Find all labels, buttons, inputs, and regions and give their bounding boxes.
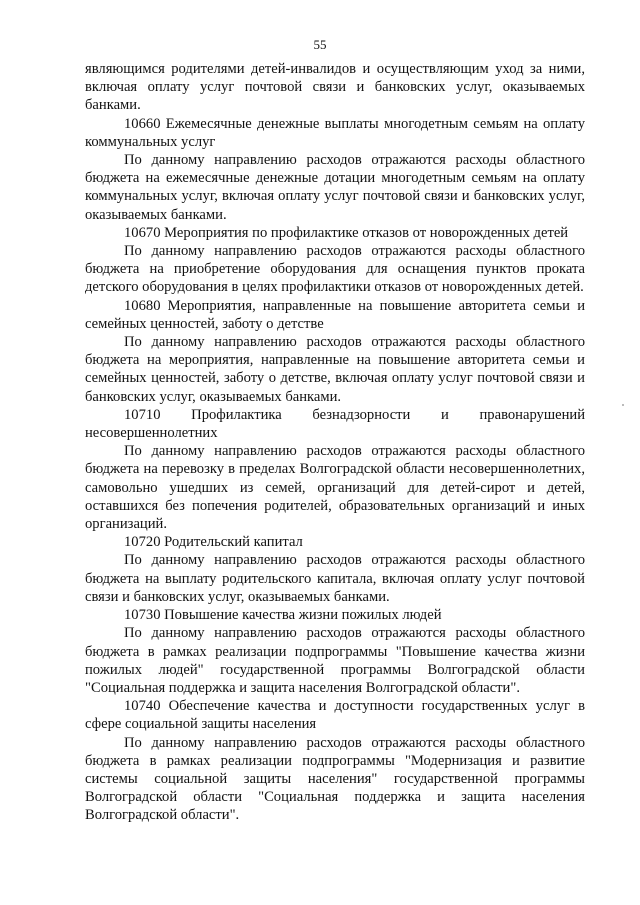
section-body-10740: По данному направлению расходов отражаются расходы областного бюджета в рамках реализации подпрограммы "Модернизация и развитие системы социальной защиты населения" государственной программы Волгоградской области "Социальная поддержка и защита населения Волгоградской области". [85, 734, 585, 824]
paragraph-continuation: являющимся родителями детей-инвалидов и осуществляющим уход за ними, включая оплату услуг почтовой связи и банковских услуг, оказываемых банками. [85, 61, 585, 114]
section-body-10670: По данному направлению расходов отражаются расходы областного бюджета на приобретение оборудования для оснащения пунктов проката детского оборудования в целях профилактики отказов от новорожденных детей. [85, 243, 585, 296]
section-heading-10680: 10680 Мероприятия, направленные на повышение авторитета семьи и семейных ценностей, заботу о детстве [85, 297, 585, 332]
section-body-10710: По данному направлению расходов отражаются расходы областного бюджета на перевозку в пределах Волгоградской области несовершеннолетних, самовольно ушедших из семей, организаций для детей-сирот и детей, оставшихся без попечения родителей, образовательных организаций и иных организаций. [85, 443, 585, 533]
page-number: 55 [313, 37, 327, 52]
section-body-10720: По данному направлению расходов отражаются расходы областного бюджета на выплату родительского капитала, включая оплату услуг почтовой связи и банковских услуг, оказываемых банками. [85, 552, 585, 605]
section-heading-10740: 10740 Обеспечение качества и доступности государственных услуг в сфере социальной защиты населения [85, 698, 585, 733]
document-body [85, 60, 585, 825]
section-body-10680: По данному направлению расходов отражаются расходы областного бюджета на мероприятия, направленные на повышение авторитета семьи и семейных ценностей, заботу о детстве, включая оплату услуг почтовой связи и банковских услуг, оказываемых банками. [85, 334, 585, 405]
section-heading-10730: 10730 Повышение качества жизни пожилых людей [124, 607, 442, 624]
section-heading-10660: 10660 Ежемесячные денежные выплаты многодетным семьям на оплату коммунальных услуг [85, 115, 585, 150]
section-body-10730: По данному направлению расходов отражаются расходы областного бюджета в рамках реализации подпрограммы "Повышение качества жизни пожилых людей" государственной программы Волгоградской области "Социальная поддержка и защита населения Волгоградской области". [85, 625, 585, 696]
section-body-10660: По данному направлению расходов отражаются расходы областного бюджета на ежемесячные денежные дотации многодетным семьям на оплату коммунальных услуг, включая оплату услуг почтовой связи и банковских услуг, оказываемых банками. [85, 152, 585, 223]
section-heading-10710: 10710 Профилактика безнадзорности и правонарушений несовершеннолетних [85, 406, 585, 442]
section-heading-10720: 10720 Родительский капитал [124, 534, 303, 551]
section-heading-10670: 10670 Мероприятия по профилактике отказов от новорожденных детей [124, 224, 569, 241]
scan-speck [622, 404, 624, 406]
